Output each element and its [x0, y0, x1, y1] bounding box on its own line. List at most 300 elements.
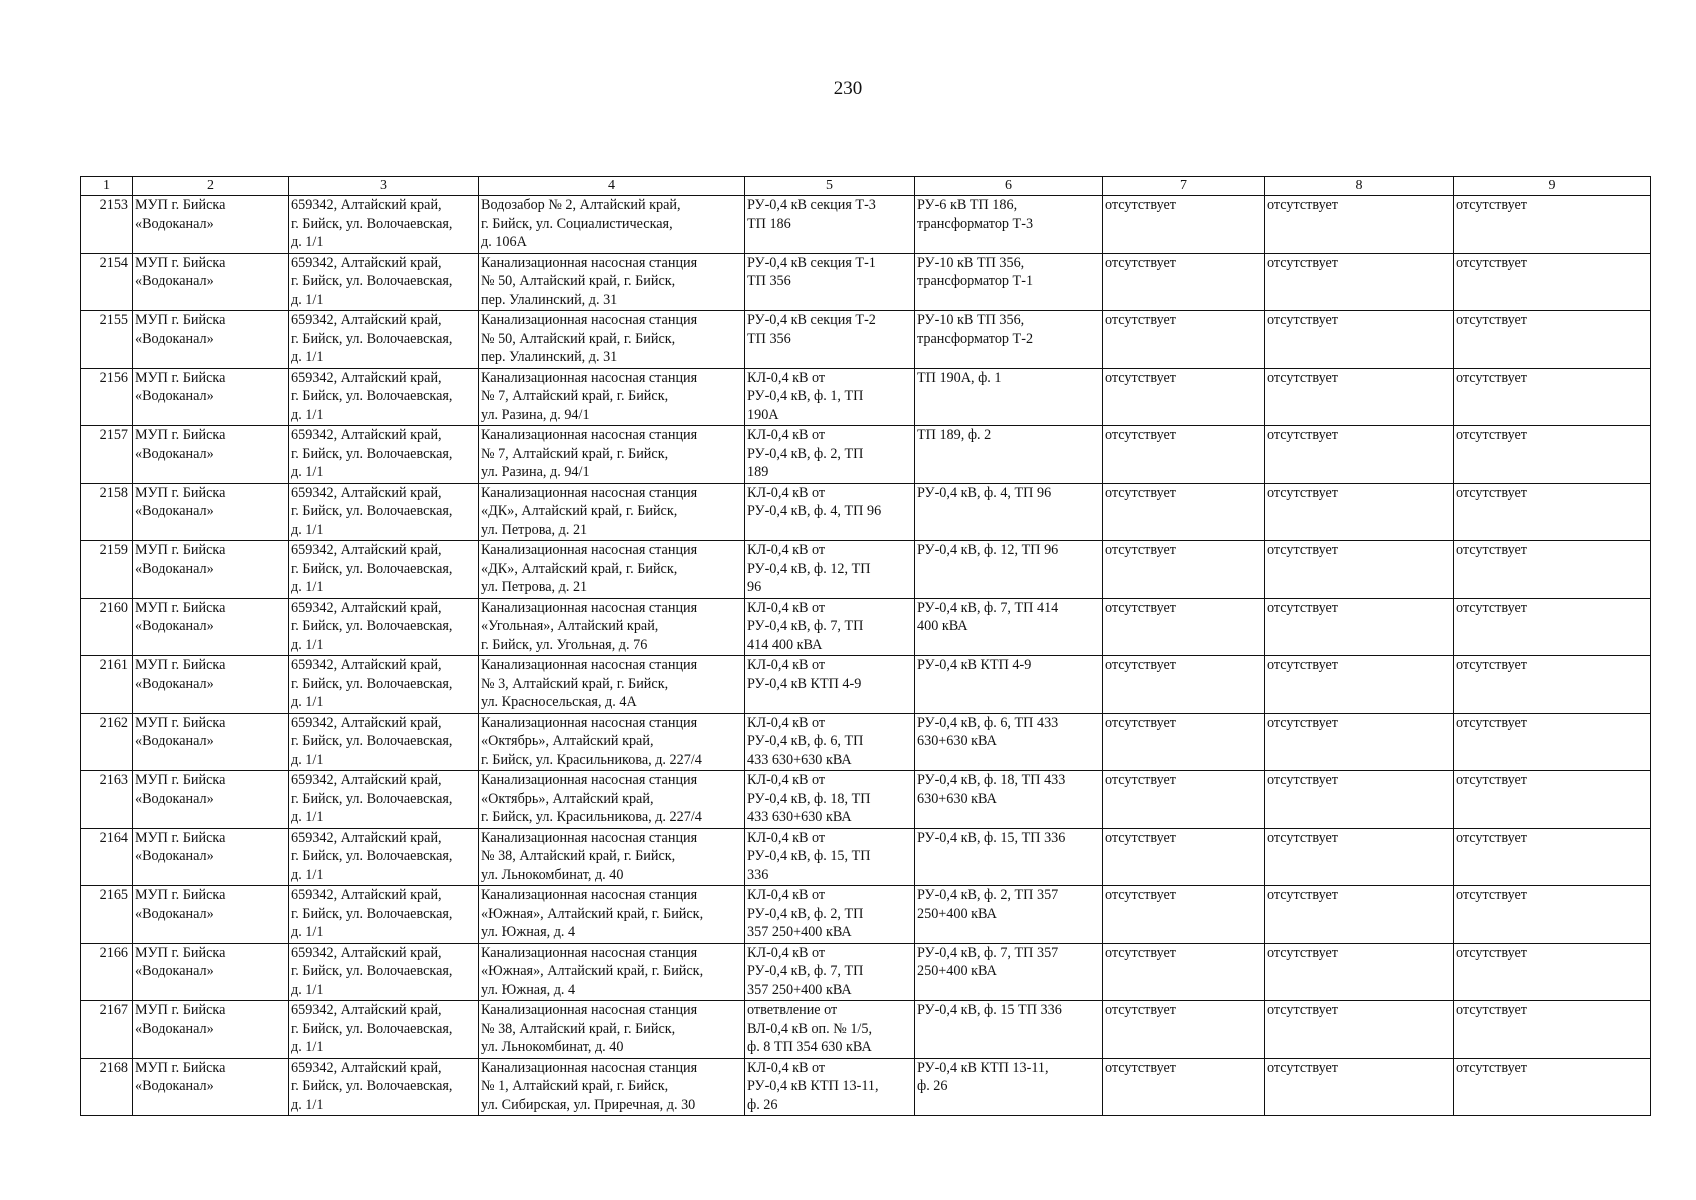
column-7-cell — [1103, 656, 1265, 714]
supply-source-cell-text: ответвление от ВЛ-0,4 кВ оп. № 1/5, ф. 8 ТП 354 630 кВА — [747, 1002, 872, 1056]
column-9-cell-text: отсутствует — [1456, 484, 1527, 501]
row-number-cell — [81, 1001, 133, 1059]
column-7-cell — [1103, 253, 1265, 311]
owner-address-cell — [289, 943, 479, 1001]
column-9-cell-text: отсутствует — [1456, 887, 1527, 903]
owner-cell — [133, 886, 289, 944]
object-cell — [479, 196, 745, 254]
connection-point-cell-text: РУ-10 кВ ТП 356, трансформатор Т-2 — [917, 312, 1034, 347]
supply-source-cell-text: КЛ-0,4 кВ от РУ-0,4 кВ, ф. 12, ТП 96 — [747, 542, 871, 596]
column-7-cell — [1103, 311, 1265, 369]
object-cell-text: Канализационная насосная станция № 1, Алтайский край, г. Бийск, ул. Сибирская, ул. Приречная, д. 30 — [481, 1059, 698, 1113]
object-cell — [479, 483, 745, 541]
table-row — [81, 311, 1651, 369]
owner-address-cell — [289, 771, 479, 829]
object-cell — [479, 253, 745, 311]
owner-address-cell — [289, 368, 479, 426]
table-body — [81, 196, 1651, 1116]
row-number-cell — [81, 368, 133, 426]
column-8-cell-text: отсутствует — [1267, 944, 1338, 961]
owner-address-cell-text: 659342, Алтайский край, г. Бийск, ул. Волочаевская, д. 1/1 — [291, 1059, 453, 1113]
owner-cell — [133, 713, 289, 771]
column-9-cell — [1454, 426, 1651, 484]
connection-point-cell — [915, 656, 1103, 714]
supply-source-cell — [745, 196, 915, 254]
owner-cell-text: МУП г. Бийска «Водоканал» — [135, 254, 226, 290]
column-header: 8 — [1265, 177, 1454, 196]
supply-source-cell-text: КЛ-0,4 кВ от РУ-0,4 кВ, ф. 18, ТП 433 630+630 кВА — [747, 772, 871, 826]
supply-source-cell — [745, 253, 915, 311]
connection-point-cell-text: РУ-0,4 кВ, ф. 15, ТП 336 — [917, 829, 1066, 846]
connection-point-cell — [915, 368, 1103, 426]
column-8-cell — [1265, 828, 1454, 886]
owner-cell — [133, 771, 289, 829]
column-9-cell-text: отсутствует — [1456, 657, 1527, 673]
column-8-cell — [1265, 541, 1454, 599]
column-9-cell-text: отсутствует — [1456, 254, 1527, 271]
row-number-cell — [81, 598, 133, 656]
column-8-cell — [1265, 771, 1454, 829]
supply-source-cell — [745, 886, 915, 944]
owner-cell — [133, 598, 289, 656]
owner-cell-text: МУП г. Бийска «Водоканал» — [135, 427, 226, 462]
row-number-cell-text: 2168 — [99, 1059, 128, 1076]
owner-address-cell-text: 659342, Алтайский край, г. Бийск, ул. Волочаевская, д. 1/1 — [291, 714, 453, 768]
owner-cell — [133, 368, 289, 426]
column-7-cell — [1103, 368, 1265, 426]
column-9-cell — [1454, 483, 1651, 541]
connection-point-cell-text: РУ-0,4 кВ, ф. 15 ТП 336 — [917, 1002, 1062, 1018]
column-9-cell — [1454, 943, 1651, 1001]
connection-point-cell-text: РУ-0,4 кВ, ф. 7, ТП 414 400 кВА — [917, 599, 1059, 635]
owner-address-cell-text: 659342, Алтайский край, г. Бийск, ул. Волочаевская, д. 1/1 — [291, 542, 453, 596]
column-9-cell-text: отсутствует — [1456, 944, 1527, 961]
column-header: 1 — [81, 177, 133, 196]
owner-cell — [133, 483, 289, 541]
object-cell — [479, 541, 745, 599]
object-cell — [479, 426, 745, 484]
row-number-cell-text: 2163 — [99, 772, 128, 788]
column-7-cell-text: отсутствует — [1105, 312, 1176, 328]
column-8-cell-text: отсутствует — [1267, 887, 1338, 903]
object-cell-text: Канализационная насосная станция «Октябрь», Алтайский край, г. Бийск, ул. Красильникова, д. 227/4 — [481, 714, 702, 768]
table-row — [81, 713, 1651, 771]
column-8-cell — [1265, 1001, 1454, 1059]
column-9-cell — [1454, 656, 1651, 714]
column-7-cell — [1103, 886, 1265, 944]
supply-source-cell — [745, 771, 915, 829]
owner-address-cell — [289, 426, 479, 484]
owner-cell — [133, 828, 289, 886]
supply-source-cell-text: КЛ-0,4 кВ от РУ-0,4 кВ, ф. 2, ТП 357 250+400 кВА — [747, 887, 864, 941]
column-7-cell — [1103, 426, 1265, 484]
supply-source-cell — [745, 483, 915, 541]
owner-cell-text: МУП г. Бийска «Водоканал» — [135, 657, 226, 692]
table-row — [81, 253, 1651, 311]
column-8-cell-text: отсутствует — [1267, 369, 1338, 386]
table-row — [81, 886, 1651, 944]
table-row — [81, 196, 1651, 254]
column-8-cell-text: отсутствует — [1267, 312, 1338, 328]
column-9-cell-text: отсутствует — [1456, 1002, 1527, 1018]
column-7-cell-text: отсутствует — [1105, 369, 1176, 386]
table-header-row — [81, 177, 1651, 196]
object-cell-text: Водозабор № 2, Алтайский край, г. Бийск, ул. Социалистическая, д. 106А — [481, 197, 681, 251]
connection-point-cell-text: РУ-6 кВ ТП 186, трансформатор Т-3 — [917, 197, 1034, 232]
connection-point-cell — [915, 541, 1103, 599]
supply-source-cell-text: КЛ-0,4 кВ от РУ-0,4 кВ КТП 13-11, ф. 26 — [747, 1059, 879, 1113]
row-number-cell-text: 2153 — [99, 197, 128, 213]
owner-cell-text: МУП г. Бийска «Водоканал» — [135, 944, 226, 980]
row-number-cell — [81, 1058, 133, 1116]
column-9-cell — [1454, 598, 1651, 656]
column-8-cell — [1265, 943, 1454, 1001]
owner-address-cell — [289, 828, 479, 886]
object-cell-text: Канализационная насосная станция № 50, Алтайский край, г. Бийск, пер. Улалинский, д. 31 — [481, 312, 698, 366]
connection-point-cell — [915, 943, 1103, 1001]
table-row — [81, 541, 1651, 599]
supply-source-cell-text: КЛ-0,4 кВ от РУ-0,4 кВ, ф. 7, ТП 357 250+400 кВА — [747, 944, 864, 998]
owner-address-cell-text: 659342, Алтайский край, г. Бийск, ул. Волочаевская, д. 1/1 — [291, 657, 453, 711]
owner-cell-text: МУП г. Бийска «Водоканал» — [135, 772, 226, 807]
owner-address-cell-text: 659342, Алтайский край, г. Бийск, ул. Волочаевская, д. 1/1 — [291, 944, 453, 998]
column-9-cell-text: отсутствует — [1456, 772, 1527, 788]
column-7-cell — [1103, 943, 1265, 1001]
connection-point-cell — [915, 771, 1103, 829]
object-cell — [479, 886, 745, 944]
table-row — [81, 598, 1651, 656]
object-cell-text: Канализационная насосная станция № 50, Алтайский край, г. Бийск, пер. Улалинский, д. 31 — [481, 254, 698, 308]
supply-source-cell — [745, 656, 915, 714]
column-9-cell-text: отсутствует — [1456, 714, 1527, 731]
connection-point-cell — [915, 598, 1103, 656]
supply-source-cell — [745, 943, 915, 1001]
owner-cell-text: МУП г. Бийска «Водоканал» — [135, 369, 226, 405]
column-7-cell — [1103, 541, 1265, 599]
column-8-cell-text: отсутствует — [1267, 254, 1338, 271]
object-cell-text: Канализационная насосная станция № 38, Алтайский край, г. Бийск, ул. Льнокомбинат, д. 40 — [481, 1002, 698, 1056]
object-cell-text: Канализационная насосная станция № 3, Алтайский край, г. Бийск, ул. Красносельская, д. 4А — [481, 657, 698, 711]
connection-point-cell — [915, 1058, 1103, 1116]
column-7-cell — [1103, 483, 1265, 541]
object-cell — [479, 656, 745, 714]
row-number-cell — [81, 311, 133, 369]
column-8-cell-text: отсутствует — [1267, 657, 1338, 673]
column-header: 4 — [479, 177, 745, 196]
owner-address-cell-text: 659342, Алтайский край, г. Бийск, ул. Волочаевская, д. 1/1 — [291, 254, 453, 308]
supply-source-cell — [745, 541, 915, 599]
owner-address-cell — [289, 1058, 479, 1116]
column-7-cell-text: отсутствует — [1105, 254, 1176, 271]
column-7-cell-text: отсутствует — [1105, 657, 1176, 673]
column-9-cell — [1454, 713, 1651, 771]
page-number: 230 — [833, 78, 863, 99]
owner-cell — [133, 311, 289, 369]
row-number-cell-text: 2164 — [99, 829, 128, 846]
column-9-cell-text: отсутствует — [1456, 427, 1527, 443]
table-row — [81, 656, 1651, 714]
row-number-cell-text: 2160 — [99, 599, 128, 616]
row-number-cell-text: 2156 — [99, 369, 128, 386]
object-cell-text: Канализационная насосная станция № 38, Алтайский край, г. Бийск, ул. Льнокомбинат, д. 40 — [481, 829, 698, 883]
supply-source-cell-text: РУ-0,4 кВ секция Т-3 ТП 186 — [747, 197, 876, 232]
table-row — [81, 943, 1651, 1001]
supply-source-cell — [745, 426, 915, 484]
column-header: 6 — [915, 177, 1103, 196]
owner-address-cell — [289, 656, 479, 714]
column-9-cell — [1454, 541, 1651, 599]
registry-table — [80, 176, 1651, 1116]
supply-source-cell-text: КЛ-0,4 кВ от РУ-0,4 кВ, ф. 4, ТП 96 — [747, 484, 882, 520]
owner-cell-text: МУП г. Бийска «Водоканал» — [135, 1002, 226, 1037]
table-row — [81, 828, 1651, 886]
column-7-cell-text: отсутствует — [1105, 599, 1176, 616]
row-number-cell-text: 2154 — [99, 254, 128, 271]
owner-cell — [133, 1058, 289, 1116]
owner-cell-text: МУП г. Бийска «Водоканал» — [135, 599, 226, 635]
supply-source-cell — [745, 713, 915, 771]
column-8-cell — [1265, 713, 1454, 771]
supply-source-cell — [745, 598, 915, 656]
column-7-cell — [1103, 1058, 1265, 1116]
owner-cell-text: МУП г. Бийска «Водоканал» — [135, 542, 226, 577]
column-header: 3 — [289, 177, 479, 196]
object-cell-text: Канализационная насосная станция «ДК», Алтайский край, г. Бийск, ул. Петрова, д. 21 — [481, 484, 698, 538]
owner-cell — [133, 253, 289, 311]
owner-address-cell-text: 659342, Алтайский край, г. Бийск, ул. Волочаевская, д. 1/1 — [291, 427, 453, 481]
object-cell — [479, 311, 745, 369]
connection-point-cell-text: РУ-0,4 кВ, ф. 6, ТП 433 630+630 кВА — [917, 714, 1059, 750]
owner-address-cell-text: 659342, Алтайский край, г. Бийск, ул. Волочаевская, д. 1/1 — [291, 1002, 453, 1056]
row-number-cell-text: 2159 — [99, 542, 128, 558]
row-number-cell — [81, 196, 133, 254]
object-cell — [479, 943, 745, 1001]
row-number-cell — [81, 713, 133, 771]
row-number-cell — [81, 656, 133, 714]
column-7-cell-text: отсутствует — [1105, 829, 1176, 846]
table-row — [81, 368, 1651, 426]
row-number-cell-text: 2157 — [99, 427, 128, 443]
column-8-cell — [1265, 368, 1454, 426]
connection-point-cell-text: РУ-10 кВ ТП 356, трансформатор Т-1 — [917, 254, 1034, 290]
row-number-cell — [81, 541, 133, 599]
owner-address-cell-text: 659342, Алтайский край, г. Бийск, ул. Волочаевская, д. 1/1 — [291, 197, 453, 251]
supply-source-cell-text: РУ-0,4 кВ секция Т-2 ТП 356 — [747, 312, 876, 347]
connection-point-cell — [915, 828, 1103, 886]
connection-point-cell-text: РУ-0,4 кВ КТП 13-11, ф. 26 — [917, 1059, 1049, 1095]
connection-point-cell — [915, 253, 1103, 311]
owner-address-cell-text: 659342, Алтайский край, г. Бийск, ул. Волочаевская, д. 1/1 — [291, 887, 453, 941]
column-7-cell — [1103, 1001, 1265, 1059]
column-8-cell — [1265, 886, 1454, 944]
row-number-cell-text: 2162 — [99, 714, 128, 731]
owner-address-cell — [289, 1001, 479, 1059]
owner-cell-text: МУП г. Бийска «Водоканал» — [135, 829, 226, 865]
owner-cell — [133, 196, 289, 254]
owner-address-cell-text: 659342, Алтайский край, г. Бийск, ул. Волочаевская, д. 1/1 — [291, 484, 453, 538]
column-9-cell — [1454, 253, 1651, 311]
connection-point-cell-text: ТП 189, ф. 2 — [917, 427, 992, 443]
column-7-cell-text: отсутствует — [1105, 1002, 1176, 1018]
owner-cell-text: МУП г. Бийска «Водоканал» — [135, 887, 226, 922]
owner-cell-text: МУП г. Бийска «Водоканал» — [135, 312, 226, 347]
object-cell — [479, 1058, 745, 1116]
column-7-cell — [1103, 713, 1265, 771]
connection-point-cell-text: РУ-0,4 кВ, ф. 2, ТП 357 250+400 кВА — [917, 887, 1059, 922]
column-7-cell — [1103, 598, 1265, 656]
owner-address-cell — [289, 598, 479, 656]
column-9-cell — [1454, 828, 1651, 886]
column-9-cell-text: отсутствует — [1456, 369, 1527, 386]
object-cell-text: Канализационная насосная станция № 7, Алтайский край, г. Бийск, ул. Разина, д. 94/1 — [481, 427, 698, 481]
column-8-cell — [1265, 483, 1454, 541]
owner-address-cell-text: 659342, Алтайский край, г. Бийск, ул. Волочаевская, д. 1/1 — [291, 369, 453, 423]
table-row — [81, 1058, 1651, 1116]
connection-point-cell — [915, 1001, 1103, 1059]
table-row — [81, 1001, 1651, 1059]
object-cell — [479, 598, 745, 656]
connection-point-cell — [915, 311, 1103, 369]
column-9-cell — [1454, 886, 1651, 944]
column-9-cell-text: отсутствует — [1456, 599, 1527, 616]
connection-point-cell-text: РУ-0,4 кВ, ф. 4, ТП 96 — [917, 484, 1052, 501]
object-cell-text: Канализационная насосная станция «Угольная», Алтайский край, г. Бийск, ул. Угольная, д. 76 — [481, 599, 698, 653]
object-cell-text: Канализационная насосная станция «Октябрь», Алтайский край, г. Бийск, ул. Красильникова, д. 227/4 — [481, 772, 702, 826]
table-row — [81, 426, 1651, 484]
column-8-cell — [1265, 196, 1454, 254]
owner-cell-text: МУП г. Бийска «Водоканал» — [135, 714, 226, 750]
column-8-cell-text: отсутствует — [1267, 714, 1338, 731]
object-cell-text: Канализационная насосная станция № 7, Алтайский край, г. Бийск, ул. Разина, д. 94/1 — [481, 369, 698, 423]
column-9-cell — [1454, 1001, 1651, 1059]
column-9-cell — [1454, 311, 1651, 369]
column-9-cell-text: отсутствует — [1456, 1059, 1527, 1076]
owner-cell-text: МУП г. Бийска «Водоканал» — [135, 484, 226, 520]
object-cell — [479, 713, 745, 771]
object-cell-text: Канализационная насосная станция «Южная», Алтайский край, г. Бийск, ул. Южная, д. 4 — [481, 887, 704, 941]
supply-source-cell — [745, 1058, 915, 1116]
owner-cell — [133, 541, 289, 599]
owner-address-cell-text: 659342, Алтайский край, г. Бийск, ул. Волочаевская, д. 1/1 — [291, 599, 453, 653]
owner-cell — [133, 656, 289, 714]
row-number-cell — [81, 943, 133, 1001]
column-7-cell — [1103, 771, 1265, 829]
object-cell-text: Канализационная насосная станция «Южная», Алтайский край, г. Бийск, ул. Южная, д. 4 — [481, 944, 704, 998]
column-9-cell-text: отсутствует — [1456, 542, 1527, 558]
row-number-cell — [81, 886, 133, 944]
owner-address-cell — [289, 311, 479, 369]
column-7-cell-text: отсутствует — [1105, 1059, 1176, 1076]
object-cell-text: Канализационная насосная станция «ДК», Алтайский край, г. Бийск, ул. Петрова, д. 21 — [481, 542, 698, 596]
row-number-cell — [81, 253, 133, 311]
row-number-cell-text: 2166 — [99, 944, 128, 961]
column-7-cell-text: отсутствует — [1105, 714, 1176, 731]
column-8-cell — [1265, 656, 1454, 714]
column-8-cell — [1265, 1058, 1454, 1116]
supply-source-cell — [745, 828, 915, 886]
column-7-cell-text: отсутствует — [1105, 887, 1176, 903]
owner-address-cell — [289, 541, 479, 599]
owner-cell-text: МУП г. Бийска «Водоканал» — [135, 197, 226, 232]
row-number-cell-text: 2161 — [99, 657, 128, 673]
column-8-cell — [1265, 253, 1454, 311]
owner-cell — [133, 426, 289, 484]
owner-address-cell — [289, 253, 479, 311]
supply-source-cell — [745, 311, 915, 369]
supply-source-cell — [745, 1001, 915, 1059]
supply-source-cell-text: КЛ-0,4 кВ от РУ-0,4 кВ, ф. 6, ТП 433 630+630 кВА — [747, 714, 864, 768]
owner-cell-text: МУП г. Бийска «Водоканал» — [135, 1059, 226, 1095]
column-9-cell — [1454, 771, 1651, 829]
column-8-cell — [1265, 311, 1454, 369]
supply-source-cell-text: КЛ-0,4 кВ от РУ-0,4 кВ, ф. 2, ТП 189 — [747, 427, 864, 481]
row-number-cell-text: 2155 — [99, 312, 128, 328]
column-9-cell — [1454, 1058, 1651, 1116]
column-8-cell-text: отсутствует — [1267, 542, 1338, 558]
row-number-cell — [81, 828, 133, 886]
column-9-cell-text: отсутствует — [1456, 312, 1527, 328]
column-header: 2 — [133, 177, 289, 196]
column-7-cell-text: отсутствует — [1105, 427, 1176, 443]
column-7-cell-text: отсутствует — [1105, 944, 1176, 961]
column-8-cell-text: отсутствует — [1267, 427, 1338, 443]
column-7-cell-text: отсутствует — [1105, 772, 1176, 788]
row-number-cell — [81, 426, 133, 484]
column-7-cell-text: отсутствует — [1105, 484, 1176, 501]
column-7-cell-text: отсутствует — [1105, 542, 1176, 558]
owner-address-cell — [289, 713, 479, 771]
owner-address-cell — [289, 196, 479, 254]
column-8-cell — [1265, 598, 1454, 656]
connection-point-cell-text: РУ-0,4 кВ, ф. 12, ТП 96 — [917, 542, 1059, 558]
owner-cell — [133, 943, 289, 1001]
owner-address-cell-text: 659342, Алтайский край, г. Бийск, ул. Волочаевская, д. 1/1 — [291, 829, 453, 883]
column-9-cell — [1454, 368, 1651, 426]
column-9-cell — [1454, 196, 1651, 254]
object-cell — [479, 1001, 745, 1059]
column-header: 7 — [1103, 177, 1265, 196]
column-7-cell — [1103, 828, 1265, 886]
supply-source-cell-text: КЛ-0,4 кВ от РУ-0,4 кВ, ф. 1, ТП 190А — [747, 369, 864, 423]
column-8-cell-text: отсутствует — [1267, 829, 1338, 846]
column-8-cell-text: отсутствует — [1267, 1002, 1338, 1018]
column-8-cell-text: отсутствует — [1267, 1059, 1338, 1076]
supply-source-cell — [745, 368, 915, 426]
column-7-cell — [1103, 196, 1265, 254]
row-number-cell-text: 2167 — [99, 1002, 128, 1018]
connection-point-cell-text: РУ-0,4 кВ КТП 4-9 — [917, 657, 1032, 673]
column-8-cell-text: отсутствует — [1267, 772, 1338, 788]
owner-address-cell — [289, 886, 479, 944]
column-8-cell-text: отсутствует — [1267, 599, 1338, 616]
owner-address-cell-text: 659342, Алтайский край, г. Бийск, ул. Волочаевская, д. 1/1 — [291, 312, 453, 366]
column-7-cell-text: отсутствует — [1105, 197, 1176, 213]
object-cell — [479, 368, 745, 426]
row-number-cell-text: 2158 — [99, 484, 128, 501]
supply-source-cell-text: КЛ-0,4 кВ от РУ-0,4 кВ, ф. 15, ТП 336 — [747, 829, 871, 883]
connection-point-cell — [915, 483, 1103, 541]
row-number-cell — [81, 483, 133, 541]
owner-address-cell — [289, 483, 479, 541]
supply-source-cell-text: КЛ-0,4 кВ от РУ-0,4 кВ КТП 4-9 — [747, 657, 862, 692]
row-number-cell — [81, 771, 133, 829]
connection-point-cell — [915, 426, 1103, 484]
supply-source-cell-text: РУ-0,4 кВ секция Т-1 ТП 356 — [747, 254, 876, 290]
supply-source-cell-text: КЛ-0,4 кВ от РУ-0,4 кВ, ф. 7, ТП 414 400 кВА — [747, 599, 864, 653]
table-row — [81, 771, 1651, 829]
column-header: 5 — [745, 177, 915, 196]
table-row — [81, 483, 1651, 541]
